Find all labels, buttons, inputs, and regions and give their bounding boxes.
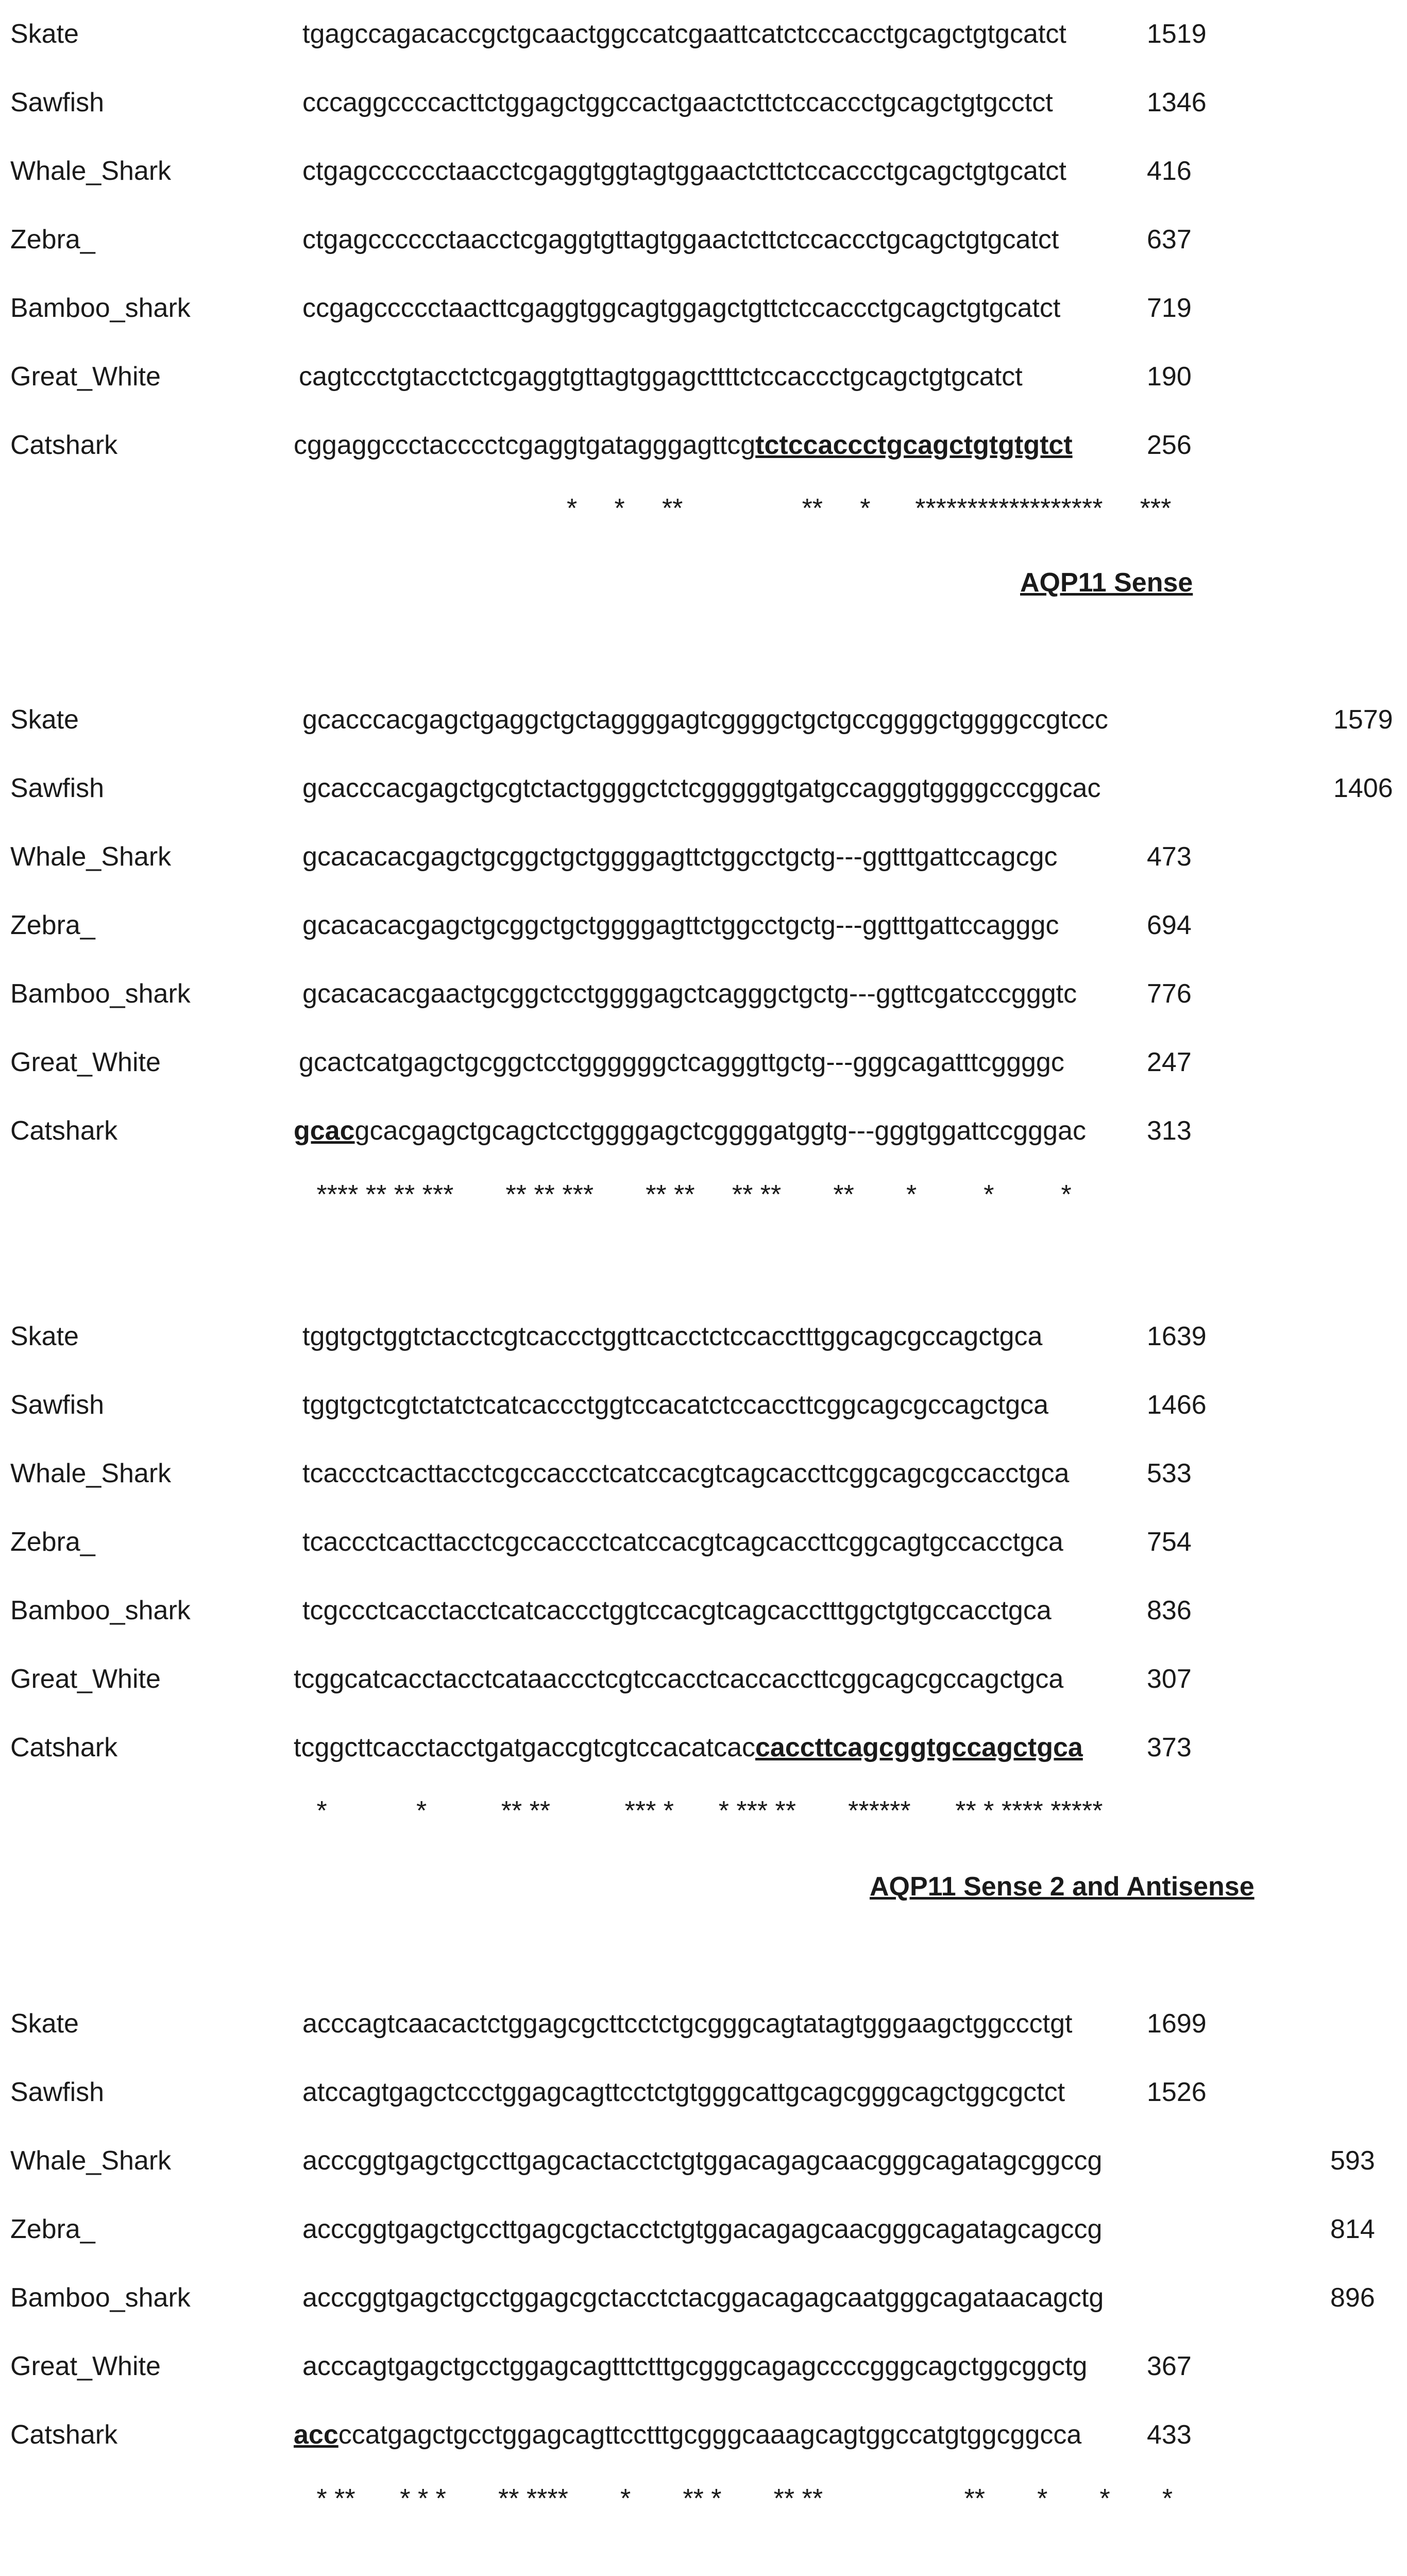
position-number: 776 (1147, 979, 1192, 1009)
sequence: acccggtgagctgccttgagcactacctctgtggacagagcaacgggcagatagcggccg (302, 2146, 1103, 2176)
sequence-row (0, 1732, 1407, 1794)
sequence: cagtccctgtacctctcgaggtgttagtggagcttttctccaccctgcagctgtgcatct (299, 362, 1023, 392)
species-name: Bamboo_shark (10, 293, 191, 323)
species-name: Zebra_ (10, 2214, 95, 2244)
sequence-row (0, 87, 1407, 149)
sequence-row (0, 293, 1407, 354)
sequence: gcacccacgagctgcgtctactggggctctcgggggtgatgccagggtggggcccggcac (302, 773, 1101, 803)
sequence: ccgagccccctaacttcgaggtggcagtggagctgttctccaccctgcagctgtgcatct (302, 293, 1061, 323)
species-name: Great_White (10, 362, 161, 392)
sequence: cccaggccccacttctggagctggccactgaactcttctccaccctgcagctgtgcctct (302, 88, 1053, 117)
sequence-row (0, 1321, 1407, 1383)
sequence-row (0, 1458, 1407, 1520)
sequence-row (0, 2419, 1407, 2481)
sequence: gcacacacgagctgcggctgctggggagttctggcctgctg---ggtttgattccagggc (302, 910, 1059, 940)
sequence-row (0, 361, 1407, 423)
conservation-stars: * * ** ** * ****************** *** (567, 494, 1172, 523)
sequence-row (0, 2145, 1407, 2207)
sequence-row (0, 2351, 1407, 2413)
sequence-row (0, 1115, 1407, 1177)
conservation-stars: * ** * * * ** **** * ** * ** ** ** * * * (309, 2484, 1173, 2514)
position-number: 836 (1147, 1596, 1192, 1625)
position-number: 1699 (1147, 2009, 1207, 2039)
species-name: Zebra_ (10, 225, 95, 255)
sequence: tcaccctcacttacctcgccaccctcatccacgtcagcaccttcggcagcgccacctgca (302, 1459, 1070, 1488)
sequence-row (0, 978, 1407, 1040)
position-number: 1346 (1147, 88, 1207, 117)
position-number: 367 (1147, 2351, 1192, 2381)
conservation-stars: **** ** ** *** ** ** *** ** ** ** ** ** * * * (309, 1180, 1072, 1210)
sequence: atccagtgagctccctggagcagttcctctgtgggcattgcagcgggcagctggcgctct (302, 2077, 1065, 2107)
sequence: accccatgagctgcctggagcagttcctttgcgggcaaagcagtggccatgtggcggcca (294, 2420, 1082, 2450)
sequence-row (0, 704, 1407, 766)
species-name: Whale_Shark (10, 842, 172, 872)
sequence-row (0, 1389, 1407, 1451)
species-name: Sawfish (10, 1390, 105, 1420)
sequence: acccagtgagctgcctggagcagtttctttgcgggcagagccccgggcagctggcggctg (302, 2351, 1088, 2381)
position-number: 754 (1147, 1527, 1192, 1557)
sequence: gcacacacgaactgcggctcctggggagctcagggctgctg---ggttcgatcccgggtc (302, 979, 1077, 1009)
species-name: Skate (10, 2009, 79, 2039)
position-number: 896 (1330, 2283, 1375, 2313)
sequence-row (0, 224, 1407, 286)
sequence-row (0, 2077, 1407, 2139)
sequence: acccggtgagctgccttgagcgctacctctgtggacagagcaacgggcagatagcagccg (302, 2214, 1103, 2244)
position-number: 373 (1147, 1733, 1192, 1762)
species-name: Skate (10, 705, 79, 735)
species-name: Catshark (10, 1733, 118, 1762)
sequence: ctgagcccccctaacctcgaggtggtagtggaactcttctccaccctgcagctgtgcatct (302, 156, 1066, 186)
sequence-row (0, 2282, 1407, 2344)
species-name: Bamboo_shark (10, 2283, 191, 2313)
sequence-row (0, 19, 1407, 80)
species-name: Catshark (10, 2420, 118, 2450)
species-name: Zebra_ (10, 1527, 95, 1557)
species-name: Skate (10, 19, 79, 49)
sequence-row (0, 773, 1407, 835)
position-number: 1579 (1333, 705, 1393, 735)
position-number: 593 (1330, 2146, 1375, 2176)
primer-highlight: caccttcagcggtgccagctgca (755, 1733, 1083, 1762)
position-number: 1406 (1333, 773, 1393, 803)
species-name: Skate (10, 1321, 79, 1351)
position-number: 719 (1147, 293, 1192, 323)
position-number: 433 (1147, 2420, 1192, 2450)
sequence-row (0, 1595, 1407, 1657)
position-number: 1519 (1147, 19, 1207, 49)
position-number: 247 (1147, 1047, 1192, 1077)
primer-highlight: gcac (294, 1116, 355, 1146)
sequence: acccggtgagctgcctggagcgctacctctacggacagagcaatgggcagataacagctg (302, 2283, 1104, 2313)
primer-highlight: tctccaccctgcagctgtgtgtct (755, 430, 1073, 460)
species-name: Catshark (10, 1116, 118, 1146)
species-name: Whale_Shark (10, 156, 172, 186)
position-number: 256 (1147, 430, 1192, 460)
species-name: Great_White (10, 1664, 161, 1694)
sequence: tcgccctcacctacctcatcaccctggtccacgtcagcacctttggctgtgccacctgca (302, 1596, 1052, 1625)
position-number: 190 (1147, 362, 1192, 392)
conservation-stars: * * ** ** *** * * *** ** ****** ** * **** ***** (309, 1796, 1103, 1826)
sequence: tgagccagacaccgctgcaactggccatcgaattcatctcccacctgcagctgtgcatct (302, 19, 1066, 49)
position-number: 533 (1147, 1459, 1192, 1488)
species-name: Bamboo_shark (10, 979, 191, 1009)
primer-label: AQP11 Sense 2 and Antisense (870, 1872, 1255, 1902)
position-number: 1639 (1147, 1321, 1207, 1351)
sequence: acccagtcaacactctggagcgcttcctctgcgggcagtatagtgggaagctggccctgt (302, 2009, 1073, 2039)
sequence-row (0, 910, 1407, 972)
sequence-row (0, 430, 1407, 492)
sequence-row (0, 2008, 1407, 2070)
position-number: 416 (1147, 156, 1192, 186)
sequence: tggtgctcgtctatctcatcaccctggtccacatctccaccttcggcagcgccagctgca (302, 1390, 1049, 1420)
sequence-row (0, 1047, 1407, 1109)
sequence: gcactcatgagctgcggctcctggggggctcagggttgctg---gggcagatttcggggc (299, 1047, 1064, 1077)
position-number: 637 (1147, 225, 1192, 255)
species-name: Bamboo_shark (10, 1596, 191, 1625)
position-number: 307 (1147, 1664, 1192, 1694)
position-number: 313 (1147, 1116, 1192, 1146)
sequence: tcggcttcacctacctgatgaccgtcgtccacatcaccaccttcagcggtgccagctgca (294, 1733, 1083, 1762)
species-name: Whale_Shark (10, 2146, 172, 2176)
primer-label: AQP11 Sense (1020, 568, 1193, 598)
position-number: 814 (1330, 2214, 1375, 2244)
species-name: Whale_Shark (10, 1459, 172, 1488)
sequence: tcaccctcacttacctcgccaccctcatccacgtcagcaccttcggcagtgccacctgca (302, 1527, 1063, 1557)
sequence: gcacccacgagctgaggctgctaggggagtcggggctgctgccggggctggggccgtccc (302, 705, 1108, 735)
position-number: 694 (1147, 910, 1192, 940)
sequence-row (0, 156, 1407, 217)
primer-highlight: acc (294, 2420, 338, 2450)
species-name: Catshark (10, 430, 118, 460)
position-number: 1466 (1147, 1390, 1207, 1420)
species-name: Zebra_ (10, 910, 95, 940)
sequence: tcggcatcacctacctcataaccctcgtccacctcaccaccttcggcagcgccagctgca (294, 1664, 1064, 1694)
species-name: Sawfish (10, 88, 105, 117)
sequence-row (0, 1664, 1407, 1725)
sequence: tggtgctggtctacctcgtcaccctggttcacctctccacctttggcagcgccagctgca (302, 1321, 1043, 1351)
sequence-row (0, 841, 1407, 903)
sequence: gcacacacgagctgcggctgctggggagttctggcctgctg---ggtttgattccagcgc (302, 842, 1058, 872)
sequence-row (0, 1527, 1407, 1588)
sequence-row (0, 2214, 1407, 2276)
sequence: cggaggccctacccctcgaggtgatagggagttcgtctccaccctgcagctgtgtgtct (294, 430, 1073, 460)
sequence: gcacgcacgagctgcagctcctggggagctcggggatggtg---gggtggattccgggac (294, 1116, 1086, 1146)
species-name: Great_White (10, 2351, 161, 2381)
position-number: 473 (1147, 842, 1192, 872)
sequence: ctgagcccccctaacctcgaggtgttagtggaactcttctccaccctgcagctgtgcatct (302, 225, 1059, 255)
position-number: 1526 (1147, 2077, 1207, 2107)
species-name: Sawfish (10, 2077, 105, 2107)
species-name: Sawfish (10, 773, 105, 803)
species-name: Great_White (10, 1047, 161, 1077)
